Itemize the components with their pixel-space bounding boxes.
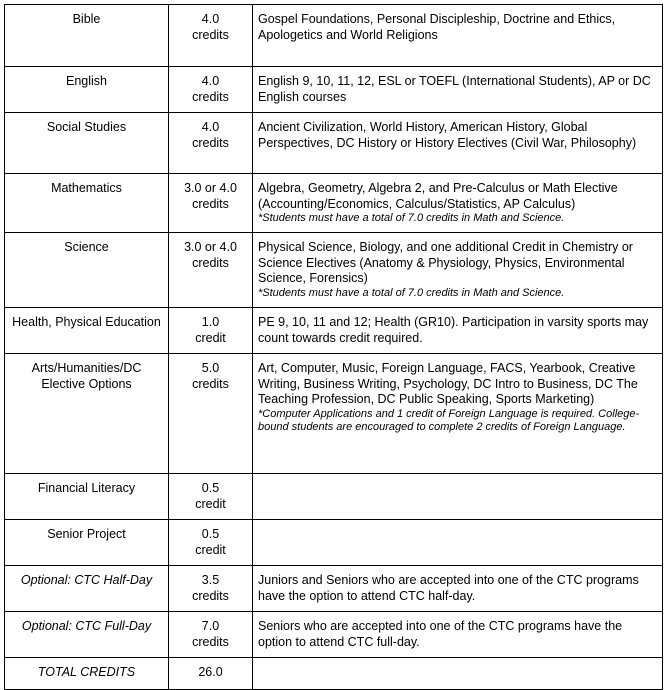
credits-cell: [169, 113, 253, 174]
description-cell: Seniors who are accepted into one of the CTC programs have the option to attend CTC full-day.: [253, 612, 663, 658]
subject-cell: Optional: CTC Full-Day: [5, 612, 169, 658]
description-text: Algebra, Geometry, Algebra 2, and Pre-Calculus or Math Elective (Accounting/Economics, Calculus/Statistics, AP Calculus): [258, 181, 618, 211]
subject-cell: Bible: [5, 5, 169, 67]
graduation-requirements-table: [4, 4, 663, 690]
table-row: [5, 658, 663, 690]
description-cell: Ancient Civilization, World History, American History, Global Perspectives, DC History or History Electives (Civil War, Philosophy): [253, 113, 663, 174]
credits-cell: [169, 233, 253, 308]
credits-cell: [169, 174, 253, 233]
credits-cell: [169, 474, 253, 520]
table-row: [5, 174, 663, 233]
credits-unit: credits: [192, 27, 229, 42]
subject-cell: Social Studies: [5, 113, 169, 174]
table-row: [5, 612, 663, 658]
credits-cell: [169, 520, 253, 566]
credits-unit: credits: [192, 376, 229, 391]
table-row: [5, 566, 663, 612]
credits-value: 0.5: [201, 527, 220, 541]
subject-cell: Financial Literacy: [5, 474, 169, 520]
footnote-text: *Computer Applications and 1 credit of Foreign Language is required. College-bound students are encouraged to complete 2 credits of Foreign Language.: [258, 407, 640, 433]
credits-value: 4.0: [201, 120, 220, 134]
credits-unit: credit: [195, 542, 226, 557]
credits-cell: [169, 67, 253, 113]
description-cell: English 9, 10, 11, 12, ESL or TOEFL (International Students), AP or DC English courses: [253, 67, 663, 113]
credits-value: 3.5: [201, 573, 220, 587]
description-cell: Gospel Foundations, Personal Discipleship, Doctrine and Ethics, Apologetics and World Religions: [253, 5, 663, 67]
footnote-text: *Students must have a total of 7.0 credits in Math and Science.: [258, 212, 565, 224]
credits-cell: [169, 308, 253, 354]
subject-cell: Science: [5, 233, 169, 308]
credits-unit: credits: [192, 588, 229, 603]
description-cell: [253, 474, 663, 520]
description-cell: [253, 658, 663, 690]
credits-cell: [169, 5, 253, 67]
credits-value: 5.0: [201, 361, 220, 375]
footnote-text: *Students must have a total of 7.0 credits in Math and Science.: [258, 286, 565, 299]
credits-value: 7.0: [201, 619, 220, 633]
credits-value: 1.0: [201, 315, 220, 329]
credits-cell: [169, 566, 253, 612]
credits-cell: [169, 354, 253, 474]
description-cell: Juniors and Seniors who are accepted into one of the CTC programs have the option to attend CTC half-day.: [253, 566, 663, 612]
table-row: [5, 520, 663, 566]
credits-value: 3.0 or 4.0: [184, 181, 237, 195]
credits-value: 4.0: [201, 74, 220, 88]
credits-unit: credit: [195, 496, 226, 511]
subject-cell: TOTAL CREDITS: [5, 658, 169, 690]
credits-unit: credits: [192, 135, 229, 150]
description-cell: PE 9, 10, 11 and 12; Health (GR10). Participation in varsity sports may count towards credit required.: [253, 308, 663, 354]
description-cell: [253, 520, 663, 566]
credits-unit: credits: [192, 196, 229, 211]
credits-value: 4.0: [201, 12, 220, 26]
description-text: Art, Computer, Music, Foreign Language, FACS, Yearbook, Creative Writing, Business Writing, Psychology, DC Intro to Business, DC The Teaching Profession, DC Public Speaking, Sports Marketing): [258, 361, 638, 406]
description-cell: [253, 233, 663, 308]
subject-cell: Optional: CTC Half-Day: [5, 566, 169, 612]
table-row: [5, 67, 663, 113]
credits-value: 3.0 or 4.0: [184, 240, 237, 254]
credits-unit: credits: [192, 634, 229, 649]
table-row: [5, 5, 663, 67]
description-cell: [253, 174, 663, 233]
table-row: [5, 474, 663, 520]
subject-cell: Health, Physical Education: [5, 308, 169, 354]
subject-cell: Senior Project: [5, 520, 169, 566]
description-cell: [253, 354, 663, 474]
subject-cell: Mathematics: [5, 174, 169, 233]
credits-value: 0.5: [201, 481, 220, 495]
table-row: [5, 233, 663, 308]
subject-cell: English: [5, 67, 169, 113]
table-row: [5, 113, 663, 174]
table-row: [5, 308, 663, 354]
credits-value: 26.0: [198, 665, 223, 679]
description-text: Physical Science, Biology, and one additional Credit in Chemistry or Science Electives (Anatomy & Physiology, Physics, Environmental Science, Forensics): [258, 240, 633, 285]
subject-cell: Arts/Humanities/DC Elective Options: [5, 354, 169, 474]
credits-cell: [169, 612, 253, 658]
credits-unit: credits: [192, 255, 229, 270]
credits-cell: [169, 658, 253, 690]
credits-unit: credit: [195, 330, 226, 345]
table-row: [5, 354, 663, 474]
credits-unit: credits: [192, 89, 229, 104]
